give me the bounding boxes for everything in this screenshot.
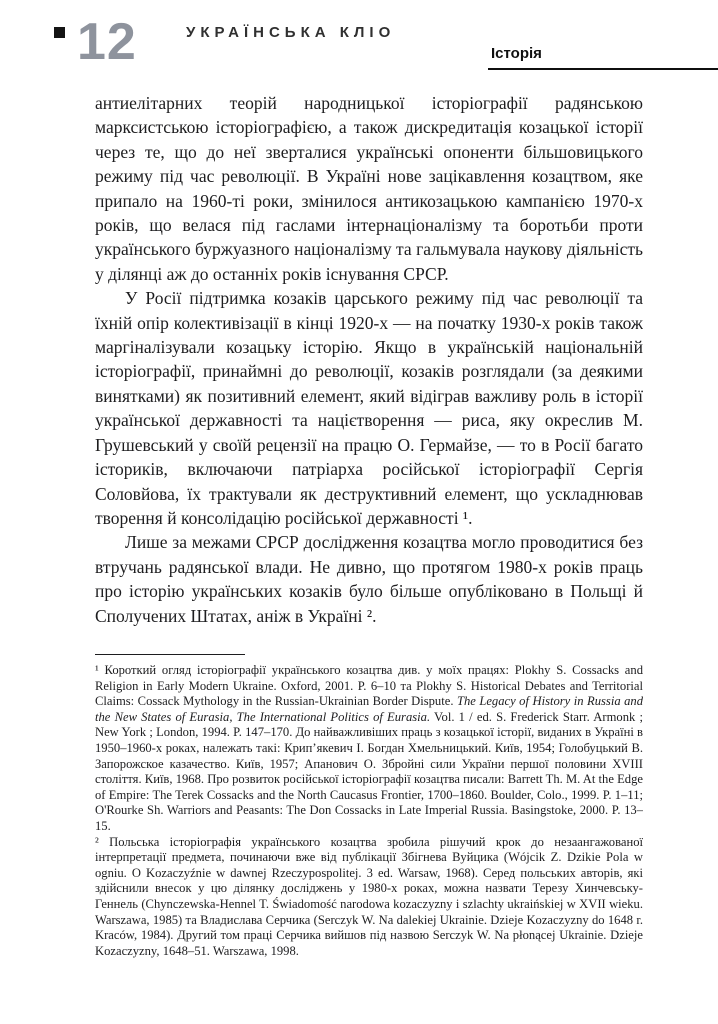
footnote-1-italic-title: The Legacy of History in Russia and the New States of Eurasia, The International Politics of Eurasia. xyxy=(95,694,643,724)
body-text xyxy=(95,91,643,656)
body-paragraph-3: Лише за межами СРСР дослідження козацтва могло проводитися без втручань радянської влади. Не дивно, що протягом 1980-х років праць про історію українських козаків було більше опубліковано в Польщі й Сполучених Штатах, аніж в Україні ². xyxy=(95,532,643,626)
body-paragraph-2: У Росії підтримка козаків царського режиму під час революції та їхній опір колективізації в кінці 1920-х — на початку 1930-х років також маргіналізували козацьку історію. Якщо в українській національній історіографії, принаймні до революції, козаків розглядали (за деякими винятками) як позитивний елемент, який відіграв важливу роль в історії української державності та націєтворення — риса, яку окреслив М. Грушевський у своїй рецензії на працю О. Гермайзе, — то в Росії багато істориків, включаючи патріарха російської історіографії Сергія Соловйова, їх трактували як деструктивний елемент, що ускладнював творення й консолідацію російської державності ¹. xyxy=(95,288,643,528)
footnote-1 xyxy=(95,663,643,835)
section-label: Історія xyxy=(491,45,542,62)
running-head: УКРАЇНСЬКА КЛІО xyxy=(186,24,396,41)
footnotes-block xyxy=(95,654,643,1024)
page-number: 12 xyxy=(77,13,137,71)
footnote-1-text-a: ¹ Короткий огляд історіографії українського козацтва див. у моїх працях: Plokhy S. Cossacks and Religion in Early Modern Ukraine. Oxford, 2001. P. 6–10 та Plokhy S. Historical Debates and Territorial Claims: Cossack Mythology in the Russian-Ukrainian Border Dispute. xyxy=(95,663,643,709)
footnote-separator-rule xyxy=(95,654,245,655)
decorative-square-icon xyxy=(54,27,65,38)
footnote-1-text-b: Vol. 1 / ed. S. Frederick Starr. Armonk ; New York ; London, 1994. P. 147–170. До найважливіших праць з козацької історії, виданих в Україні в 1950–1960-х роках, належать такі: Крип’якевич І. Богдан Хмельницький. Київ, 1954; Голобуцький В. Запорожское казачество. Київ, 1957; Апанович О. Збройні сили України першої половини XVIII століття. Київ, 1968. Про розвиток російської історіографії козацтва писали: Barrett Th. M. At the Edge of Empire: The Terek Cossacks and the North Caucasus Frontier, 1700–1860. Boulder, Colo., 1999. P. 1–11; O'Rourke Sh. Warriors and Peasants: The Don Cossacks in Late Imperial Russia. Basingstoke, 2000. P. 13–15. xyxy=(95,709,643,833)
section-rule xyxy=(488,68,718,70)
footnote-2: ² Польська історіографія українського козацтва зробила рішучий крок до незаангажованої інтерпретації предмета, починаючи вже від публікації Збігнева Вуйцика (Wójcik Z. Dzikie Pola w ogniu. O Kozaczyźnie w dawnej Rzeczypospolitej. 3 ed. Warsaw, 1968). Серед польських авторів, які здійснили внесок у цю ділянку досліджень у 1980-х роках, можна назвати Терезу Хинчевську-Геннель (Chynczewska-Hennel T. Świadomość narodowa kozaczyzny i szlachty ukraińskiej w XVII wieku. Warszawa, 1985) та Владислава Серчика (Serczyk W. Na dalekiej Ukrainie. Dzieje Kozaczyzny do 1648 r. Kraców, 1984). Другий том праці Серчика вийшов під назвою Serczyk W. Na płonącej Ukrainie. Dzieje Kozaczyzny, 1648–51. Warszawa, 1998. xyxy=(95,834,643,958)
body-paragraph-1: антиелітарних теорій народницької історіографії радянською марксистською історіографією, а також дискредитація козацької історії через те, що до неї зверталися українські опоненти більшовицького режиму під час революції. В Україні нове зацікавлення козацтвом, яке припало на 1960-ті роки, змінилося антикозацькою кампанією 1970-х років, що велася під гаслами інтернаціоналізму та боротьби проти українського буржуазного націоналізму та гальмувала наукову діяльність у ділянці аж до останніх років існування СРСР. xyxy=(95,93,643,284)
